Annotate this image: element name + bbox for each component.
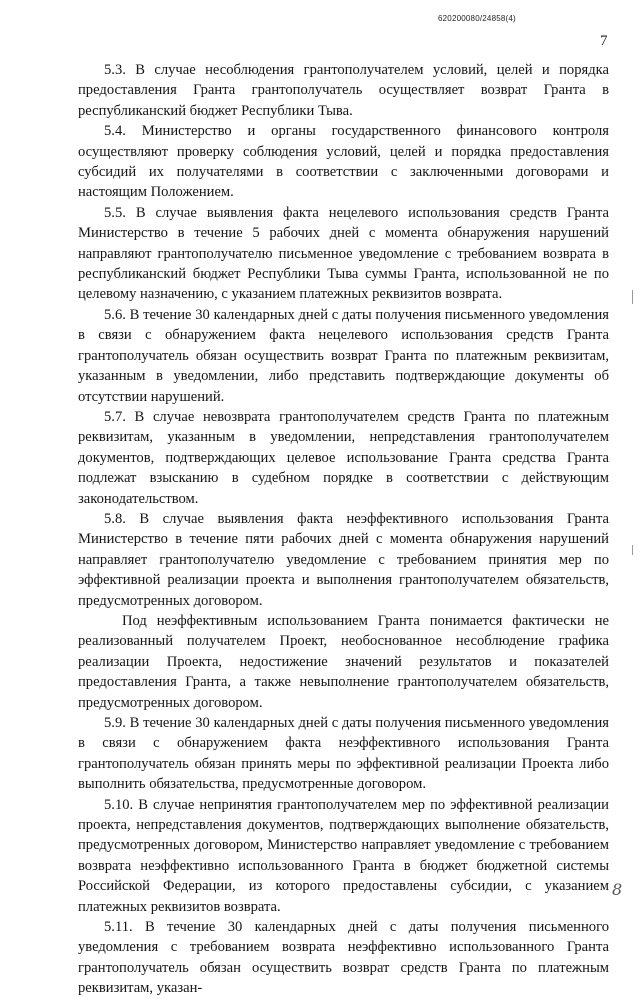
document-body (78, 60, 609, 999)
scan-edge-mark (632, 290, 633, 304)
paragraph-5-8: 5.8. В случае выявления факта неэффективного использования Гранта Министерство в течение пяти рабочих дней с момента обнаружения нарушений направляет грантополучателю уведомление с требованием принятия мер по эффективной реализации проекта и выполнения грантополучателем обязательств, предусмотренных договором. (78, 510, 609, 609)
paragraph-5-11: 5.11. В течение 30 календарных дней с даты получения письменного уведомления с требованием возврата неэффективно использованного Гранта грантополучатель обязан осуществить возврат средств Гранта по платежным реквизитам, указан- (78, 919, 609, 997)
paragraph-5-3: 5.3. В случае несоблюдения грантополучателем условий, целей и порядка предоставления Гранта грантополучатель осуществляет возврат Гранта в республиканский бюджет Республики Тыва. (78, 62, 609, 119)
paragraph-definition: Под неэффективным использованием Гранта понимается фактически не реализованный получателем Проект, необоснованное несоблюдение графика реализации Проекта, недостижение значений результатов и показателей предоставления Гранта, а также невыполнение грантополучателем обязательств, предусмотренных договором. (78, 612, 609, 711)
scan-edge-mark (632, 545, 633, 555)
handwritten-page-mark: 8 (612, 880, 623, 899)
document-code: 620200080/24858(4) (438, 14, 516, 23)
paragraph-5-6: 5.6. В течение 30 календарных дней с даты получения письменного уведомления в связи с обнаружением факта нецелевого использования средств Гранта грантополучатель обязан осуществить возврат Гранта по платежным реквизитам, указанным в уведомлении, либо представить подтверждающие документы об отсутствии нарушений. (78, 306, 609, 405)
paragraph-5-7: 5.7. В случае невозврата грантополучателем средств Гранта по платежным реквизитам, указанным в уведомлении, непредставления грантополучателем документов, подтверждающих целевое использование Гранта средства Гранта подлежат взысканию в судебном порядке в соответствии с действующим законодательством. (78, 408, 609, 507)
page-number: 7 (600, 33, 608, 49)
paragraph-5-10: 5.10. В случае непринятия грантополучателем мер по эффективной реализации проекта, непредставления документов, подтверждающих выполнение обязательств, предусмотренных договором, Министерство направляет уведомление с требованием возврата неэффективно использованного Гранта в бюджет бюджетной системы Российской Федерации, из которого предоставлены субсидии, с указанием платежных реквизитов возврата. (78, 796, 609, 915)
paragraph-5-4: 5.4. Министерство и органы государственного финансового контроля осуществляют проверку соблюдения условий, целей и порядка предоставления субсидий их получателями в соответствии с заключенными договорами и настоящим Положением. (78, 123, 609, 201)
paragraph-5-5: 5.5. В случае выявления факта нецелевого использования средств Гранта Министерство в течение 5 рабочих дней с момента обнаружения нарушений направляют грантополучателю письменное уведомление с требованием возврата в республиканский бюджет Республики Тыва суммы Гранта, использованной не по целевому назначению, с указанием платежных реквизитов возврата. (78, 204, 609, 303)
paragraph-5-9: 5.9. В течение 30 календарных дней с даты получения письменного уведомления в связи с обнаружением факта неэффективного использования Гранта грантополучатель обязан принять меры по эффективной реализации Проекта либо выполнить обязательства, предусмотренные договором. (78, 715, 609, 793)
